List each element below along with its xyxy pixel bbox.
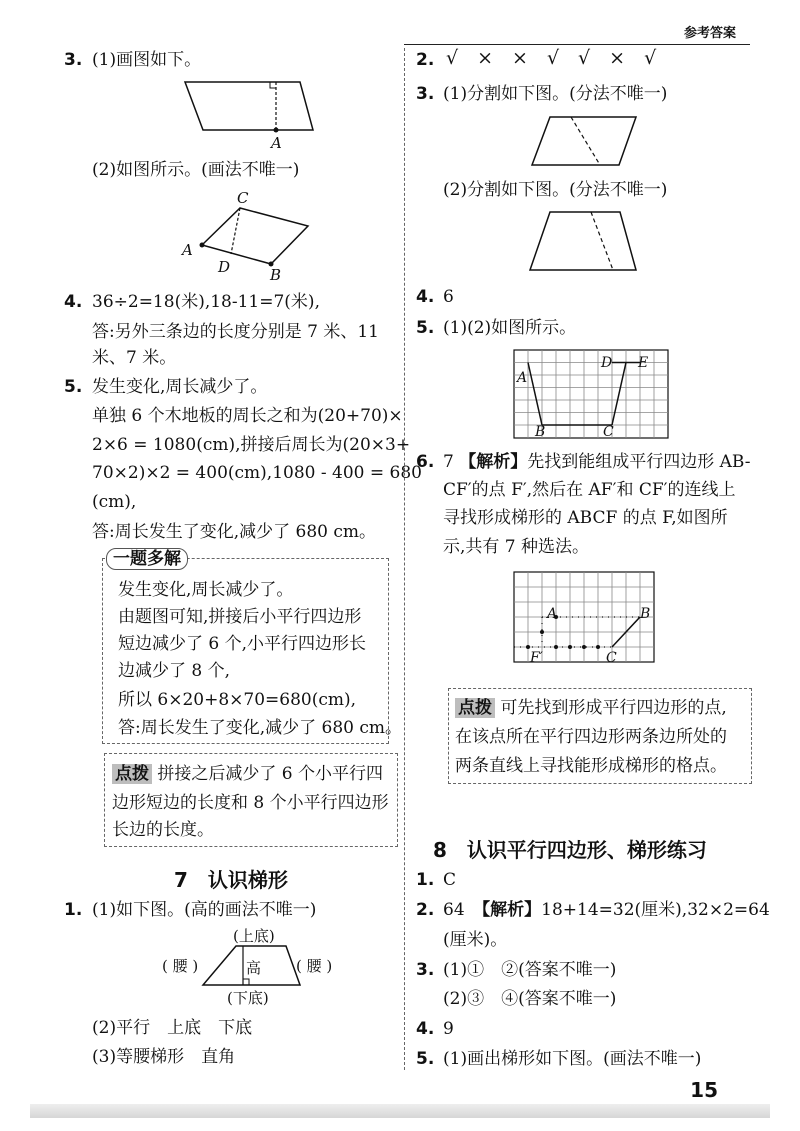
- tip-right-line2: 在该点所在平行四边形两条边所处的: [455, 727, 727, 747]
- r-q2-marks: √ × × √ √ × √: [446, 47, 657, 69]
- r-q4-number: 4.: [416, 287, 435, 307]
- q4-line1: 36÷2=18(米),18-11=7(米),: [92, 292, 320, 312]
- trapezoid-left-label: ( 腰 ): [162, 957, 199, 975]
- tip-right-line3: 两条直线上寻找能形成梯形的格点。: [455, 756, 727, 776]
- page-bottom-shadow: [30, 1104, 770, 1118]
- grid1-label-e: E: [638, 355, 649, 371]
- grid2-label-b: B: [640, 606, 651, 622]
- multi-line1: 发生变化,周长减少了。: [118, 580, 294, 600]
- r-q5-number: 5.: [416, 318, 435, 338]
- r-p3-line1: (1)① ②(答案不唯一): [443, 960, 617, 980]
- r-p2-number: 2.: [416, 900, 435, 920]
- grid1-label-a: A: [517, 370, 528, 386]
- section-7-title: 7 认识梯形: [174, 868, 288, 892]
- page-number: 15: [690, 1078, 718, 1102]
- grid1-label-c: C: [603, 424, 614, 440]
- r-q6-line4: 示,共有 7 种选法。: [443, 537, 590, 557]
- trapezoid-height-label: 高: [246, 959, 262, 977]
- label-c: C: [237, 189, 249, 207]
- q5-line2: 单独 6 个木地板的周长之和为(20+70)×: [92, 406, 403, 426]
- r-p3-line2: (2)③ ④(答案不唯一): [443, 989, 617, 1009]
- multi-line3: 短边减少了 6 个,小平行四边形长: [118, 634, 367, 654]
- multi-line5: 所以 6×20+8×70=680(cm),: [118, 690, 357, 710]
- r-q5-part1: (1)(2)如图所示。: [443, 318, 577, 338]
- tip-left-line2: 边形短边的长度和 8 个小平行四边形: [112, 793, 389, 813]
- tip-left-line3: 长边的长度。: [112, 820, 214, 840]
- q4-line3: 米、7 米。: [92, 348, 177, 368]
- r-p4-answer: 9: [443, 1019, 454, 1039]
- r-p2-line2: (厘米)。: [443, 930, 508, 950]
- tip-left-line1: 点拨 拼接之后减少了 6 个小平行四: [112, 764, 383, 784]
- r-p5-line1: (1)画出梯形如下图。(画法不唯一): [443, 1049, 702, 1069]
- q5-number: 5.: [64, 377, 83, 397]
- section-8-title: 8 认识平行四边形、梯形练习: [433, 838, 707, 862]
- r-q4-answer: 6: [443, 287, 454, 307]
- trapezoid-right-label: ( 腰 ): [296, 957, 333, 975]
- r-q3-part2: (2)分割如下图。(分法不唯一): [443, 180, 668, 200]
- r-q6-line1: 7 【解析】先找到能组成平行四边形 AB-: [443, 452, 751, 472]
- tip-right-line1: 点拨 可先找到形成平行四边形的点,: [455, 698, 727, 718]
- grid1-label-d: D: [601, 355, 613, 371]
- q3-part2: (2)如图所示。(画法不唯一): [92, 160, 300, 180]
- q1-part3: (3)等腰梯形 直角: [92, 1047, 236, 1067]
- header-title: 参考答案: [683, 26, 736, 41]
- grid2-label-c: C: [606, 650, 617, 666]
- grid2-label-a: A: [547, 606, 558, 622]
- r-p1-answer: C: [443, 870, 457, 890]
- q5-line3: 2×6 = 1080(cm),拼接后周长为(20×3+: [92, 435, 411, 455]
- r-q3-part1: (1)分割如下图。(分法不唯一): [443, 84, 668, 104]
- r-q6-line3: 寻找形成梯形的 ABCF 的点 F,如图所: [443, 508, 728, 528]
- r-q3-number: 3.: [416, 84, 435, 104]
- multi-solution-tag: 一题多解: [106, 548, 188, 570]
- multi-line6: 答:周长发生了变化,减少了 680 cm。: [118, 718, 403, 738]
- q1-number: 1.: [64, 900, 83, 920]
- tip-tag-left: 点拨: [112, 764, 152, 784]
- grid1-label-b: B: [535, 424, 546, 440]
- r-q6-number: 6.: [416, 452, 435, 472]
- r-p3-number: 3.: [416, 960, 435, 980]
- q5-line6: 答:周长发生了变化,减少了 680 cm。: [92, 522, 377, 542]
- q1-part2: (2)平行 上底 下底: [92, 1018, 253, 1038]
- label-a1: A: [271, 134, 282, 152]
- q3-part1: (1)画图如下。: [92, 50, 202, 70]
- r-p2-line1: 64 【解析】18+14=32(厘米),32×2=64: [443, 900, 770, 920]
- tip-tag-right: 点拨: [455, 698, 495, 718]
- q5-line1: 发生变化,周长减少了。: [92, 377, 268, 397]
- label-a2: A: [182, 241, 193, 259]
- grid2-label-f: F′: [530, 650, 543, 666]
- q5-line5: (cm),: [92, 492, 137, 512]
- r-q2-number: 2.: [416, 50, 435, 70]
- q1-part1: (1)如下图。(高的画法不唯一): [92, 900, 317, 920]
- r-p5-number: 5.: [416, 1049, 435, 1069]
- q4-number: 4.: [64, 292, 83, 312]
- multi-line2: 由题图可知,拼接后小平行四边形: [118, 607, 362, 627]
- r-p4-number: 4.: [416, 1019, 435, 1039]
- label-d: D: [218, 258, 231, 276]
- multi-line4: 边减少了 8 个,: [118, 661, 231, 681]
- trapezoid-top-label: (上底): [233, 927, 275, 945]
- r-p1-number: 1.: [416, 870, 435, 890]
- label-b: B: [270, 266, 282, 284]
- r-q6-line2: CF′的点 F′,然后在 AF′和 CF′的连线上: [443, 480, 736, 500]
- trapezoid-bottom-label: (下底): [227, 989, 269, 1007]
- q4-line2: 答:另外三条边的长度分别是 7 米、11: [92, 322, 379, 342]
- q3-number: 3.: [64, 50, 83, 70]
- q5-line4: 70×2)×2 = 400(cm),1080 - 400 = 680: [92, 463, 422, 483]
